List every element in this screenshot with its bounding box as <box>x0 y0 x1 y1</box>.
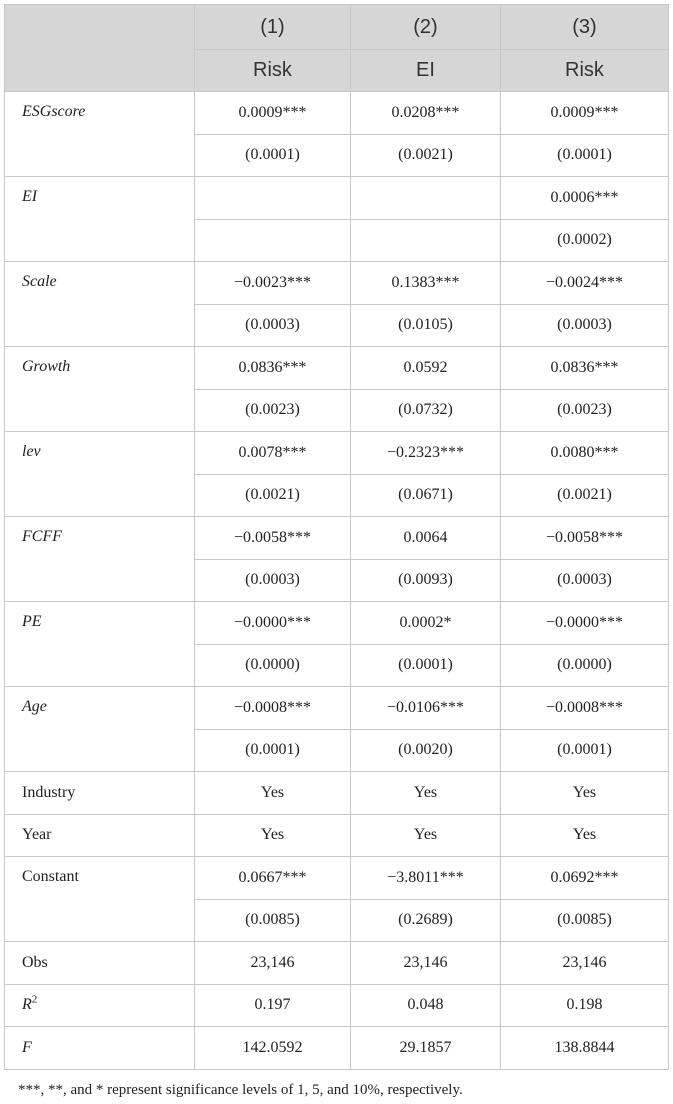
cell-se: (0.0671) <box>351 474 501 517</box>
cell-se: (0.0021) <box>501 474 669 517</box>
cell-fixed-effect: Yes <box>195 772 351 815</box>
cell-coef: 0.0009*** <box>501 92 669 135</box>
table-row-age-coef <box>5 687 669 730</box>
table-row-constant-coef <box>5 857 669 900</box>
header-depvar-1: Risk <box>195 50 351 92</box>
cell-coef: 0.0002* <box>351 602 501 645</box>
cell-coef: 0.0078*** <box>195 432 351 475</box>
cell-coef: 0.0208*** <box>351 92 501 135</box>
cell-coef: −0.2323*** <box>351 432 501 475</box>
cell-se: (0.0003) <box>501 304 669 347</box>
cell-coef: 0.0064 <box>351 517 501 560</box>
cell-coef: 0.0006*** <box>501 177 669 220</box>
cell-se: (0.0000) <box>195 644 351 687</box>
cell-coef <box>351 177 501 220</box>
cell-fixed-effect: Yes <box>351 814 501 857</box>
cell-stat: 138.8844 <box>501 1027 669 1070</box>
table-row-year <box>5 814 669 857</box>
table-row-growth-coef <box>5 347 669 390</box>
cell-se: (0.0021) <box>195 474 351 517</box>
cell-stat: 0.198 <box>501 984 669 1027</box>
cell-se: (0.0732) <box>351 389 501 432</box>
cell-stat: 0.197 <box>195 984 351 1027</box>
cell-se: (0.0020) <box>351 729 501 772</box>
r2-label-letter: R <box>22 996 32 1014</box>
cell-coef: 0.1383*** <box>351 262 501 305</box>
table-row-industry <box>5 772 669 815</box>
cell-se: (0.0002) <box>501 219 669 262</box>
cell-se: (0.0001) <box>195 729 351 772</box>
cell-fixed-effect: Yes <box>351 772 501 815</box>
row-label-obs: Obs <box>5 942 195 985</box>
cell-stat: 29.1857 <box>351 1027 501 1070</box>
header-depvar-3: Risk <box>501 50 669 92</box>
cell-coef: −0.0058*** <box>501 517 669 560</box>
cell-se: (0.0085) <box>501 899 669 942</box>
cell-stat: 23,146 <box>195 942 351 985</box>
table-footnote: ***, **, and * represent significance levels of 1, 5, and 10%, respectively. <box>18 1081 463 1098</box>
cell-se: (0.0003) <box>195 559 351 602</box>
cell-se: (0.0105) <box>351 304 501 347</box>
cell-se: (0.0003) <box>501 559 669 602</box>
row-label-fcff: FCFF <box>5 517 195 602</box>
row-label-year: Year <box>5 814 195 857</box>
row-label-scale: Scale <box>5 262 195 347</box>
cell-coef: 0.0667*** <box>195 857 351 900</box>
cell-se <box>195 219 351 262</box>
table-row-obs <box>5 942 669 985</box>
cell-fixed-effect: Yes <box>501 814 669 857</box>
cell-coef: −0.0058*** <box>195 517 351 560</box>
cell-fixed-effect: Yes <box>501 772 669 815</box>
table-row-lev-coef <box>5 432 669 475</box>
regression-table-container <box>4 4 668 1099</box>
header-depvar-2: EI <box>351 50 501 92</box>
table-body <box>5 92 669 1070</box>
table-row-r2 <box>5 984 669 1027</box>
header-model-2: (2) <box>351 5 501 50</box>
row-label-f: F <box>5 1027 195 1070</box>
cell-se: (0.0001) <box>501 729 669 772</box>
row-label-lev: lev <box>5 432 195 517</box>
table-row-f <box>5 1027 669 1070</box>
regression-table <box>4 4 669 1070</box>
cell-fixed-effect: Yes <box>195 814 351 857</box>
cell-se: (0.0001) <box>351 644 501 687</box>
row-label-industry: Industry <box>5 772 195 815</box>
cell-stat: 23,146 <box>351 942 501 985</box>
cell-stat: 142.0592 <box>195 1027 351 1070</box>
cell-coef: −0.0023*** <box>195 262 351 305</box>
cell-coef: −0.0008*** <box>195 687 351 730</box>
cell-se: (0.0093) <box>351 559 501 602</box>
row-label-age: Age <box>5 687 195 772</box>
table-row-scale-coef <box>5 262 669 305</box>
cell-coef: −0.0000*** <box>195 602 351 645</box>
cell-coef: 0.0592 <box>351 347 501 390</box>
cell-se: (0.0085) <box>195 899 351 942</box>
table-header <box>5 5 669 92</box>
cell-coef: 0.0009*** <box>195 92 351 135</box>
cell-se: (0.0003) <box>195 304 351 347</box>
table-row-fcff-coef <box>5 517 669 560</box>
cell-coef: 0.0080*** <box>501 432 669 475</box>
cell-coef: 0.0836*** <box>195 347 351 390</box>
row-label-r2 <box>5 984 195 1027</box>
cell-stat: 0.048 <box>351 984 501 1027</box>
cell-se: (0.0021) <box>351 134 501 177</box>
cell-coef: 0.0836*** <box>501 347 669 390</box>
header-blank-cell <box>5 5 195 92</box>
row-label-ei: EI <box>5 177 195 262</box>
header-row-model-numbers <box>5 5 669 50</box>
table-row-esgscore-coef <box>5 92 669 135</box>
cell-coef: −0.0024*** <box>501 262 669 305</box>
cell-coef: 0.0692*** <box>501 857 669 900</box>
row-label-esgscore: ESGscore <box>5 92 195 177</box>
cell-coef: −0.0000*** <box>501 602 669 645</box>
cell-coef: −0.0008*** <box>501 687 669 730</box>
cell-se: (0.0001) <box>501 134 669 177</box>
cell-se <box>351 219 501 262</box>
cell-se: (0.0023) <box>195 389 351 432</box>
row-label-growth: Growth <box>5 347 195 432</box>
cell-se: (0.2689) <box>351 899 501 942</box>
header-model-1: (1) <box>195 5 351 50</box>
header-model-3: (3) <box>501 5 669 50</box>
cell-coef: −0.0106*** <box>351 687 501 730</box>
cell-se: (0.0000) <box>501 644 669 687</box>
cell-se: (0.0001) <box>195 134 351 177</box>
cell-coef: −3.8011*** <box>351 857 501 900</box>
row-label-constant: Constant <box>5 857 195 942</box>
cell-se: (0.0023) <box>501 389 669 432</box>
row-label-pe: PE <box>5 602 195 687</box>
table-row-pe-coef <box>5 602 669 645</box>
table-row-ei-coef <box>5 177 669 220</box>
r2-label-superscript: 2 <box>31 993 38 1006</box>
cell-coef <box>195 177 351 220</box>
cell-stat: 23,146 <box>501 942 669 985</box>
